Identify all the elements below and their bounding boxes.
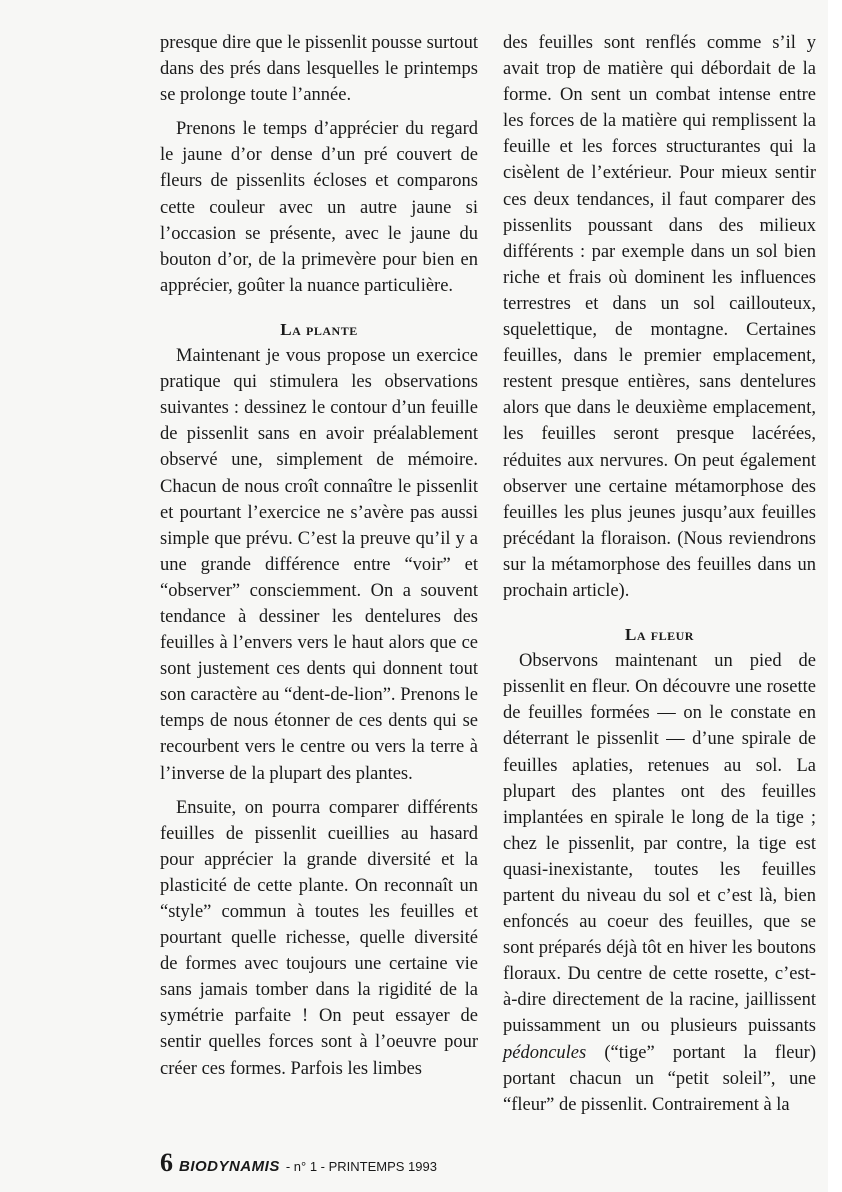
journal-name: BIODYNAMIS [179,1158,280,1175]
section-heading-plante: La plante [280,319,358,339]
paragraph: Maintenant je vous propose un exercice pratique qui stimulera les observations suivantes : dessinez le contour d’un feuille de pissenlit sans en avoir préalablement observé une, simplement de mémoire. Chacun de nous croît connaître le pissenlit et pourtant l’exercice ne s’avère pas aussi simple que prévu. C’est la preuve qu’il y a une grande différence entre “voir” et “observer” consciemment. On a souvent tendance à dessiner les dentelures des feuilles à l’envers vers le haut alors que ce sont justement ces dents qui donnent tout son caractère au “dent-de-lion”. Prenons le temps de nous étonner de ces dents qui se recourbent vers le centre ou vers la terre à l’inverse de la plupart des plantes. [160,346,478,784]
paragraph-text: (“tige” portant la fleur) portant chacun un “petit soleil”, une “fleur” de pissenlit. Contrairement à la [503,1042,816,1115]
issue-info: - n° 1 - PRINTEMPS 1993 [285,1159,437,1174]
page-footer [160,1148,437,1178]
right-column [503,30,816,1118]
paragraph: Ensuite, on pourra comparer différents feuilles de pissenlit cueillies au hasard pour apprécier la grande diversité et la plasticité de cette plante. On reconnaît un “style” commun à toutes les feuilles et pourtant quelle richesse, quelle diversité de formes avec toujours une certaine vie sans jamais tomber dans la rigidité de la symétrie parfaite ! On peut essayer de sentir quelles forces sont à l’oeuvre pour créer ces formes. Parfois les limbes [160,797,478,1079]
page-number: 6 [160,1148,173,1177]
paragraph-text: Observons maintenant un pied de pissenlit en fleur. On découvre une rosette de feuilles formées — on le constate en déterrant le pissenlit — d’une spirale de feuilles aplaties, retenues au sol. La plupart des plantes ont des feuilles implantées en spirale le long de la tige ; chez le pissenlit, par contre, la tige est quasi-inexistante, toutes les feuilles partent du niveau du sol et c’est là, bien enfoncés au coeur des feuilles, que se sont préparés déjà tôt en hiver les boutons floraux. Du centre de cette rosette, c’est-à-dire directement de la racine, jaillissent puissamment un ou plusieurs puissants [503,651,816,1037]
paragraph: Prenons le temps d’apprécier du regard le jaune d’or dense d’un pré couvert de fleurs de pissenlits écloses et comparons cette couleur avec un autre jaune si l’occasion se présente, avec le jaune du bouton d’or, de la primevère pour bien en apprécier, goûter la nuance particulière. [160,119,478,296]
section-heading-fleur: La fleur [625,625,694,645]
paragraph: des feuilles sont renflés comme s’il y avait trop de matière qui débordait de la forme. On sent un combat intense entre les forces de la matière qui remplissent la feuille et les forces structurantes qui la cisèlent de l’extérieur. Pour mieux sentir ces deux tendances, il faut comparer des pissenlits poussant dans des milieux différents : par exemple dans un sol bien riche et frais où dominent les influences terrestres et dans un sol caillouteux, squelettique, de montagne. Certaines feuilles, dans le premier emplacement, restent presque entières, sans dentelures alors que dans le deuxième emplacement, les feuilles seront presque lacérées, réduites aux nervures. On peut également observer une certaine métamorphose des feuilles les plus jeunes jusqu’aux feuilles précédant la floraison. (Nous reviendrons sur la métamorphose des feuilles dans un prochain article). [503,33,816,601]
left-column [160,30,478,1082]
paragraph [503,648,816,1118]
paragraph: presque dire que le pissenlit pousse surtout dans des prés dans lesquelles le printemps se prolonge toute l’année. [160,33,478,106]
italic-term: pédoncules [503,1042,587,1063]
